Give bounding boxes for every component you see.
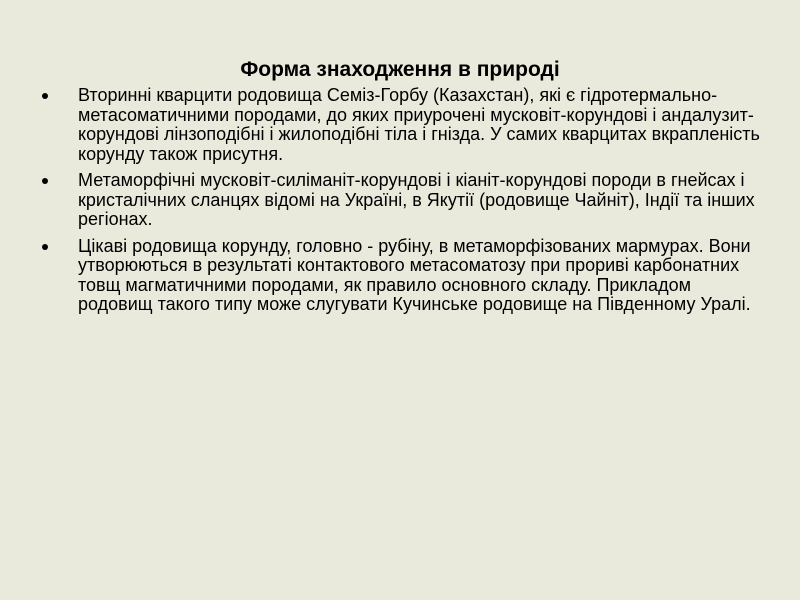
bullet-text: Метаморфічні мусковіт-силіманіт-корундові і кіаніт-корундові породи в гнейсах і кристалічних сланцях відомі на Україні, в Якутії (родовище Чайніт), Індії та інших регіонах. [78,170,755,229]
bullet-item-3 [42,237,762,315]
bullet-text: Цікаві родовища корунду, головно - рубіну, в метаморфізованих мармурах. Вони утворюються в результаті контактового метасоматозу при прориві карбонатних товщ магматичними породами, як правило основного складу. Прикладом родовищ такого типу може слугувати Кучинське родовище на Південному Уралі. [78,235,751,314]
bullet-item-1 [42,86,762,164]
bullet-icon [42,244,48,250]
bullet-icon [42,178,48,184]
bullet-list [42,86,762,322]
bullet-icon [42,93,48,99]
slide-title: Форма знаходження в природі [240,58,560,81]
bullet-item-2 [42,171,762,230]
bullet-text: Вторинні кварцити родовища Семіз-Горбу (Казахстан), які є гідротермально-метасоматичними породами, до яких приурочені мусковіт-корундові і андалузит-корундові лінзоподібні і жилоподібні тіла і гнізда. У самих кварцитах вкрапленість корунду також присутня. [78,85,760,164]
